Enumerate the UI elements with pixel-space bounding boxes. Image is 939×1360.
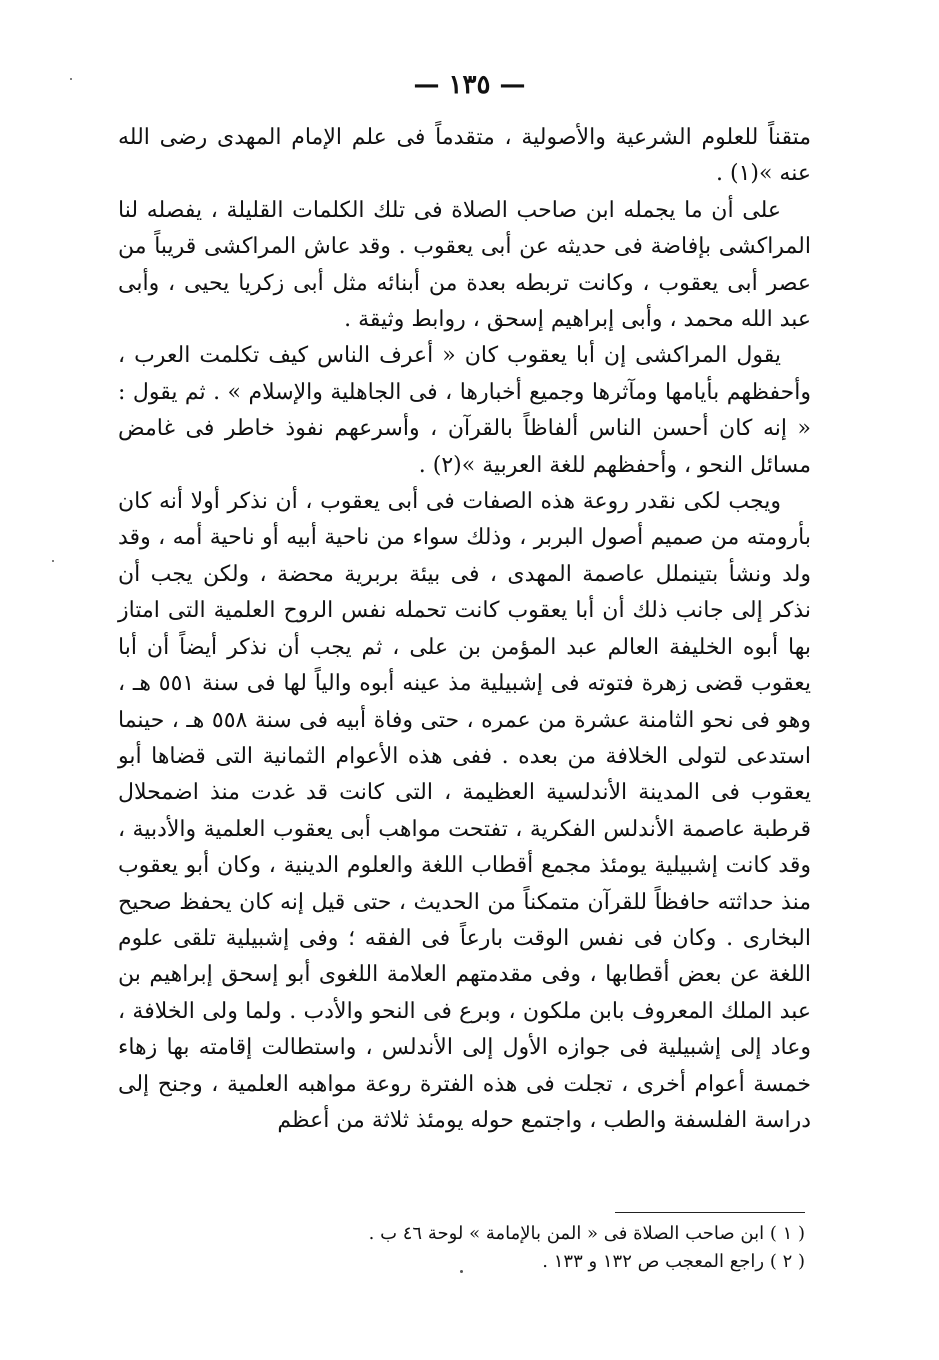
paragraph-abu-yaqub-background: ويجب لكى نقدر روعة هذه الصفات فى أبى يعقوب ، أن نذكر أولا أنه كان بأرومته من صميم أصول البربر ، وذلك سواء من ناحية أبيه أو ناحية أمه ، وقد ولد ونشأ بتينملل عاصمة المهدى ، فى بيئة بربرية محضة ، ولكن يجب أن نذكر إلى جانب ذلك أن أبا يعقوب كانت تحمله نفس الروح العلمية التى امتاز بها أبوه الخليفة العالم عبد المؤمن بن على ، ثم يجب أن نذكر أيضاً أن أبا يعقوب قضى زهرة فتوته فى إشبيلية مذ عينه أبوه والياً لها فى سنة ٥٥١ هـ ، وهو فى نحو الثامنة عشرة من عمره ، حتى وفاة أبيه فى سنة ٥٥٨ هـ ، حينما استدعى لتولى الخلافة من بعده . ففى هذه الأعوام الثمانية التى قضاها أبو يعقوب فى المدينة الأندلسية العظيمة ، التى كانت قد غدت منذ اضمحلال قرطبة عاصمة الأندلس الفكرية ، تفتحت مواهب أبى يعقوب العلمية والأدبية ، وقد كانت إشبيلية يومئذ مجمع أقطاب اللغة والعلوم الدينية ، وكان أبو يعقوب منذ حداثته حافظاً للقرآن متمكناً من الحديث ، حتى قيل إنه كان يحفظ صحيح البخارى . وكان فى نفس الوقت بارعاً فى الفقه ؛ وفى إشبيلية تلقى علوم اللغة عن بعض أقطابها ، وفى مقدمتهم العلامة اللغوى أبو إسحق إبراهيم بن عبد الملك المعروف بابن ملكون ، وبرع فى النحو والأدب . ولما ولى الخلافة ، وعاد إلى إشبيلية فى جوازه الأول إلى الأندلس ، واستطالت إقامته بها زهاء خمسة أعوام أخرى ، تجلت فى هذه الفترة روعة مواهبه العلمية ، وجنح إلى دراسة الفلسفة والطب ، واجتمع حوله يومئذ ثلاثة من أعظم bbox=[118, 489, 811, 1133]
page-number: — ١٣٥ — bbox=[413, 70, 526, 100]
paragraph-marrakushi-quote: يقول المراكشى إن أبا يعقوب كان « أعرف الناس كيف تكلمت العرب ، وأحفظهم بأيامها ومآثرها وجميع أخبارها ، فى الجاهلية والإسلام » . ثم يقول : « إنه كان أحسن الناس ألفاظاً بالقرآن ، وأسرعهم نفوذ خاطر فى غامض مسائل النحو ، وأحفظهم للغة العربية »(٢) . bbox=[118, 343, 811, 478]
footnote-divider bbox=[615, 1212, 805, 1213]
scan-speck bbox=[460, 1270, 463, 1273]
scan-speck bbox=[70, 78, 72, 80]
footnote-1: ( ١ ) ابن صاحب الصلاة فى « المن بالإمامة » لوحة ٤٦ ب . bbox=[368, 1223, 805, 1244]
scan-speck bbox=[52, 560, 54, 562]
footnotes bbox=[300, 1220, 805, 1276]
body-text bbox=[118, 120, 811, 1139]
paragraph-ibn-sahib-al-salat: على أن ما يجمله ابن صاحب الصلاة فى تلك الكلمات القليلة ، يفصله لنا المراكشى بإفاضة فى حديثه عن أبى يعقوب . وقد عاش المراكشى قريباً من عصر أبى يعقوب ، وكانت تربطه بعدة من أبنائه مثل أبى زكريا يحيى ، وأبى عبد الله محمد ، وأبى إبراهيم إسحق ، روابط وثيقة . bbox=[118, 197, 811, 333]
paragraph-continuation: متقناً للعلوم الشرعية والأصولية ، متقدماً فى علم الإمام المهدى رضى الله عنه »(١) . bbox=[118, 125, 811, 187]
footnote-2: ( ٢ ) راجع المعجب ص ١٣٢ و ١٣٣ . bbox=[542, 1251, 805, 1272]
